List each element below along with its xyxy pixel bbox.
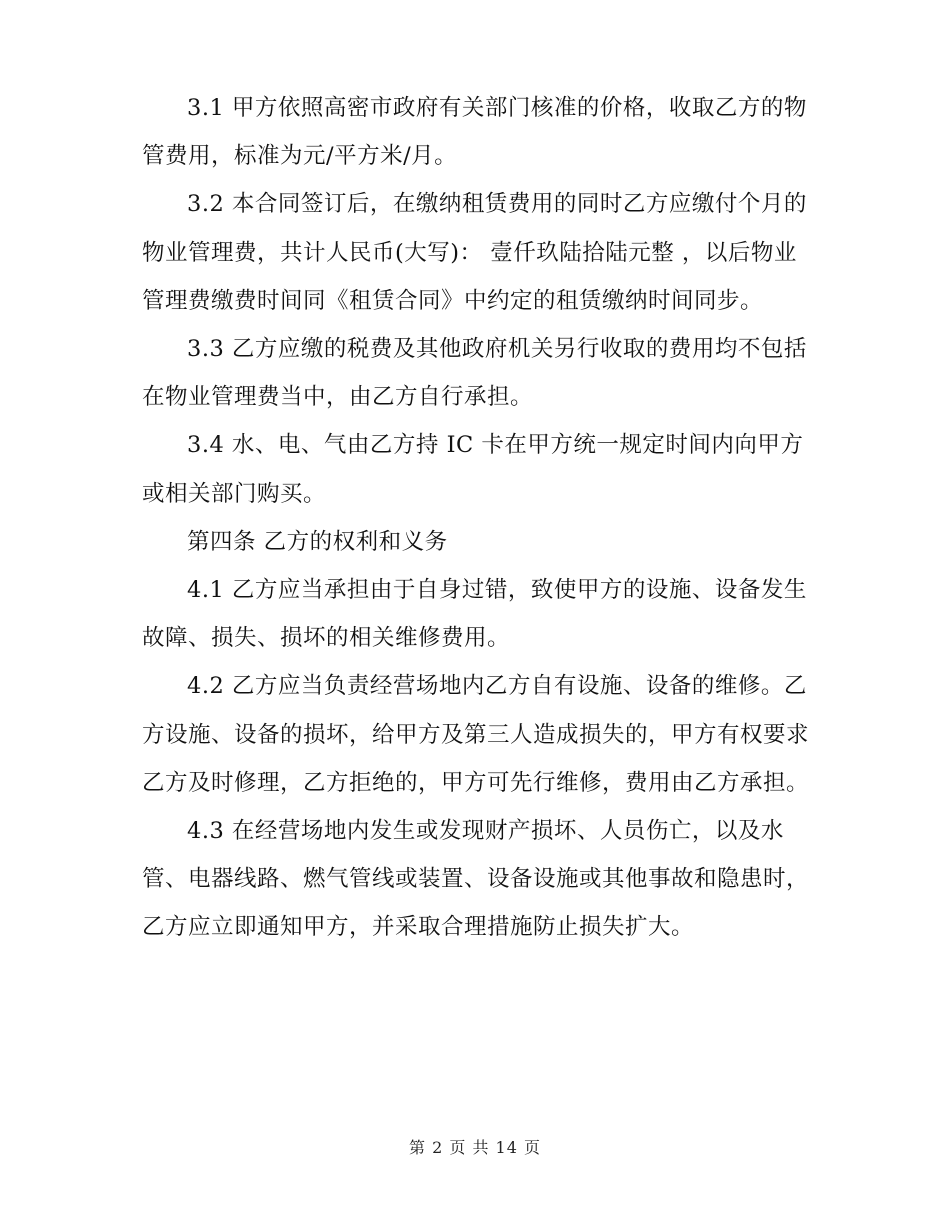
clause-3-4: 3.4 水、电、气由乙方持 IC 卡在甲方统一规定时间内向甲方或相关部门购买。 — [142, 432, 804, 507]
clause-4-1: 4.1 乙方应当承担由于自身过错，致使甲方的设施、设备发生故障、损失、损坏的相关维修费用。 — [142, 577, 807, 652]
clause-3-1: 3.1 甲方依照高密市政府有关部门核准的价格，收取乙方的物管费用，标准为元/平方米/月。 — [142, 95, 807, 170]
clause-4-2: 4.2 乙方应当负责经营场地内乙方自有设施、设备的维修。乙方设施、设备的损坏，给甲方及第三人造成损失的，甲方有权要求乙方及时修理，乙方拒绝的，甲方可先行维修，费用由乙方承担。 — [142, 673, 810, 796]
section-heading-article-4: 第四条 乙方的权利和义务 — [187, 528, 448, 555]
page-number-footer: 第 2 页 共 14 页 — [409, 1138, 541, 1157]
document-body — [142, 84, 810, 952]
clause-3-3: 3.3 乙方应缴的税费及其他政府机关另行收取的费用均不包括在物业管理费当中，由乙方自行承担。 — [142, 336, 807, 411]
clause-3-2: 3.2 本合同签订后，在缴纳租赁费用的同时乙方应缴付个月的物业管理费，共计人民币(大写)： 壹仟玖陆拾陆元整 ，以后物业管理费缴费时间同《租赁合同》中约定的租赁缴纳时间同步。 — [142, 191, 807, 314]
clause-4-3: 4.3 在经营场地内发生或发现财产损坏、人员伤亡，以及水管、电器线路、燃气管线或装置、设备设施或其他事故和隐患时，乙方应立即通知甲方，并采取合理措施防止损失扩大。 — [142, 818, 810, 941]
